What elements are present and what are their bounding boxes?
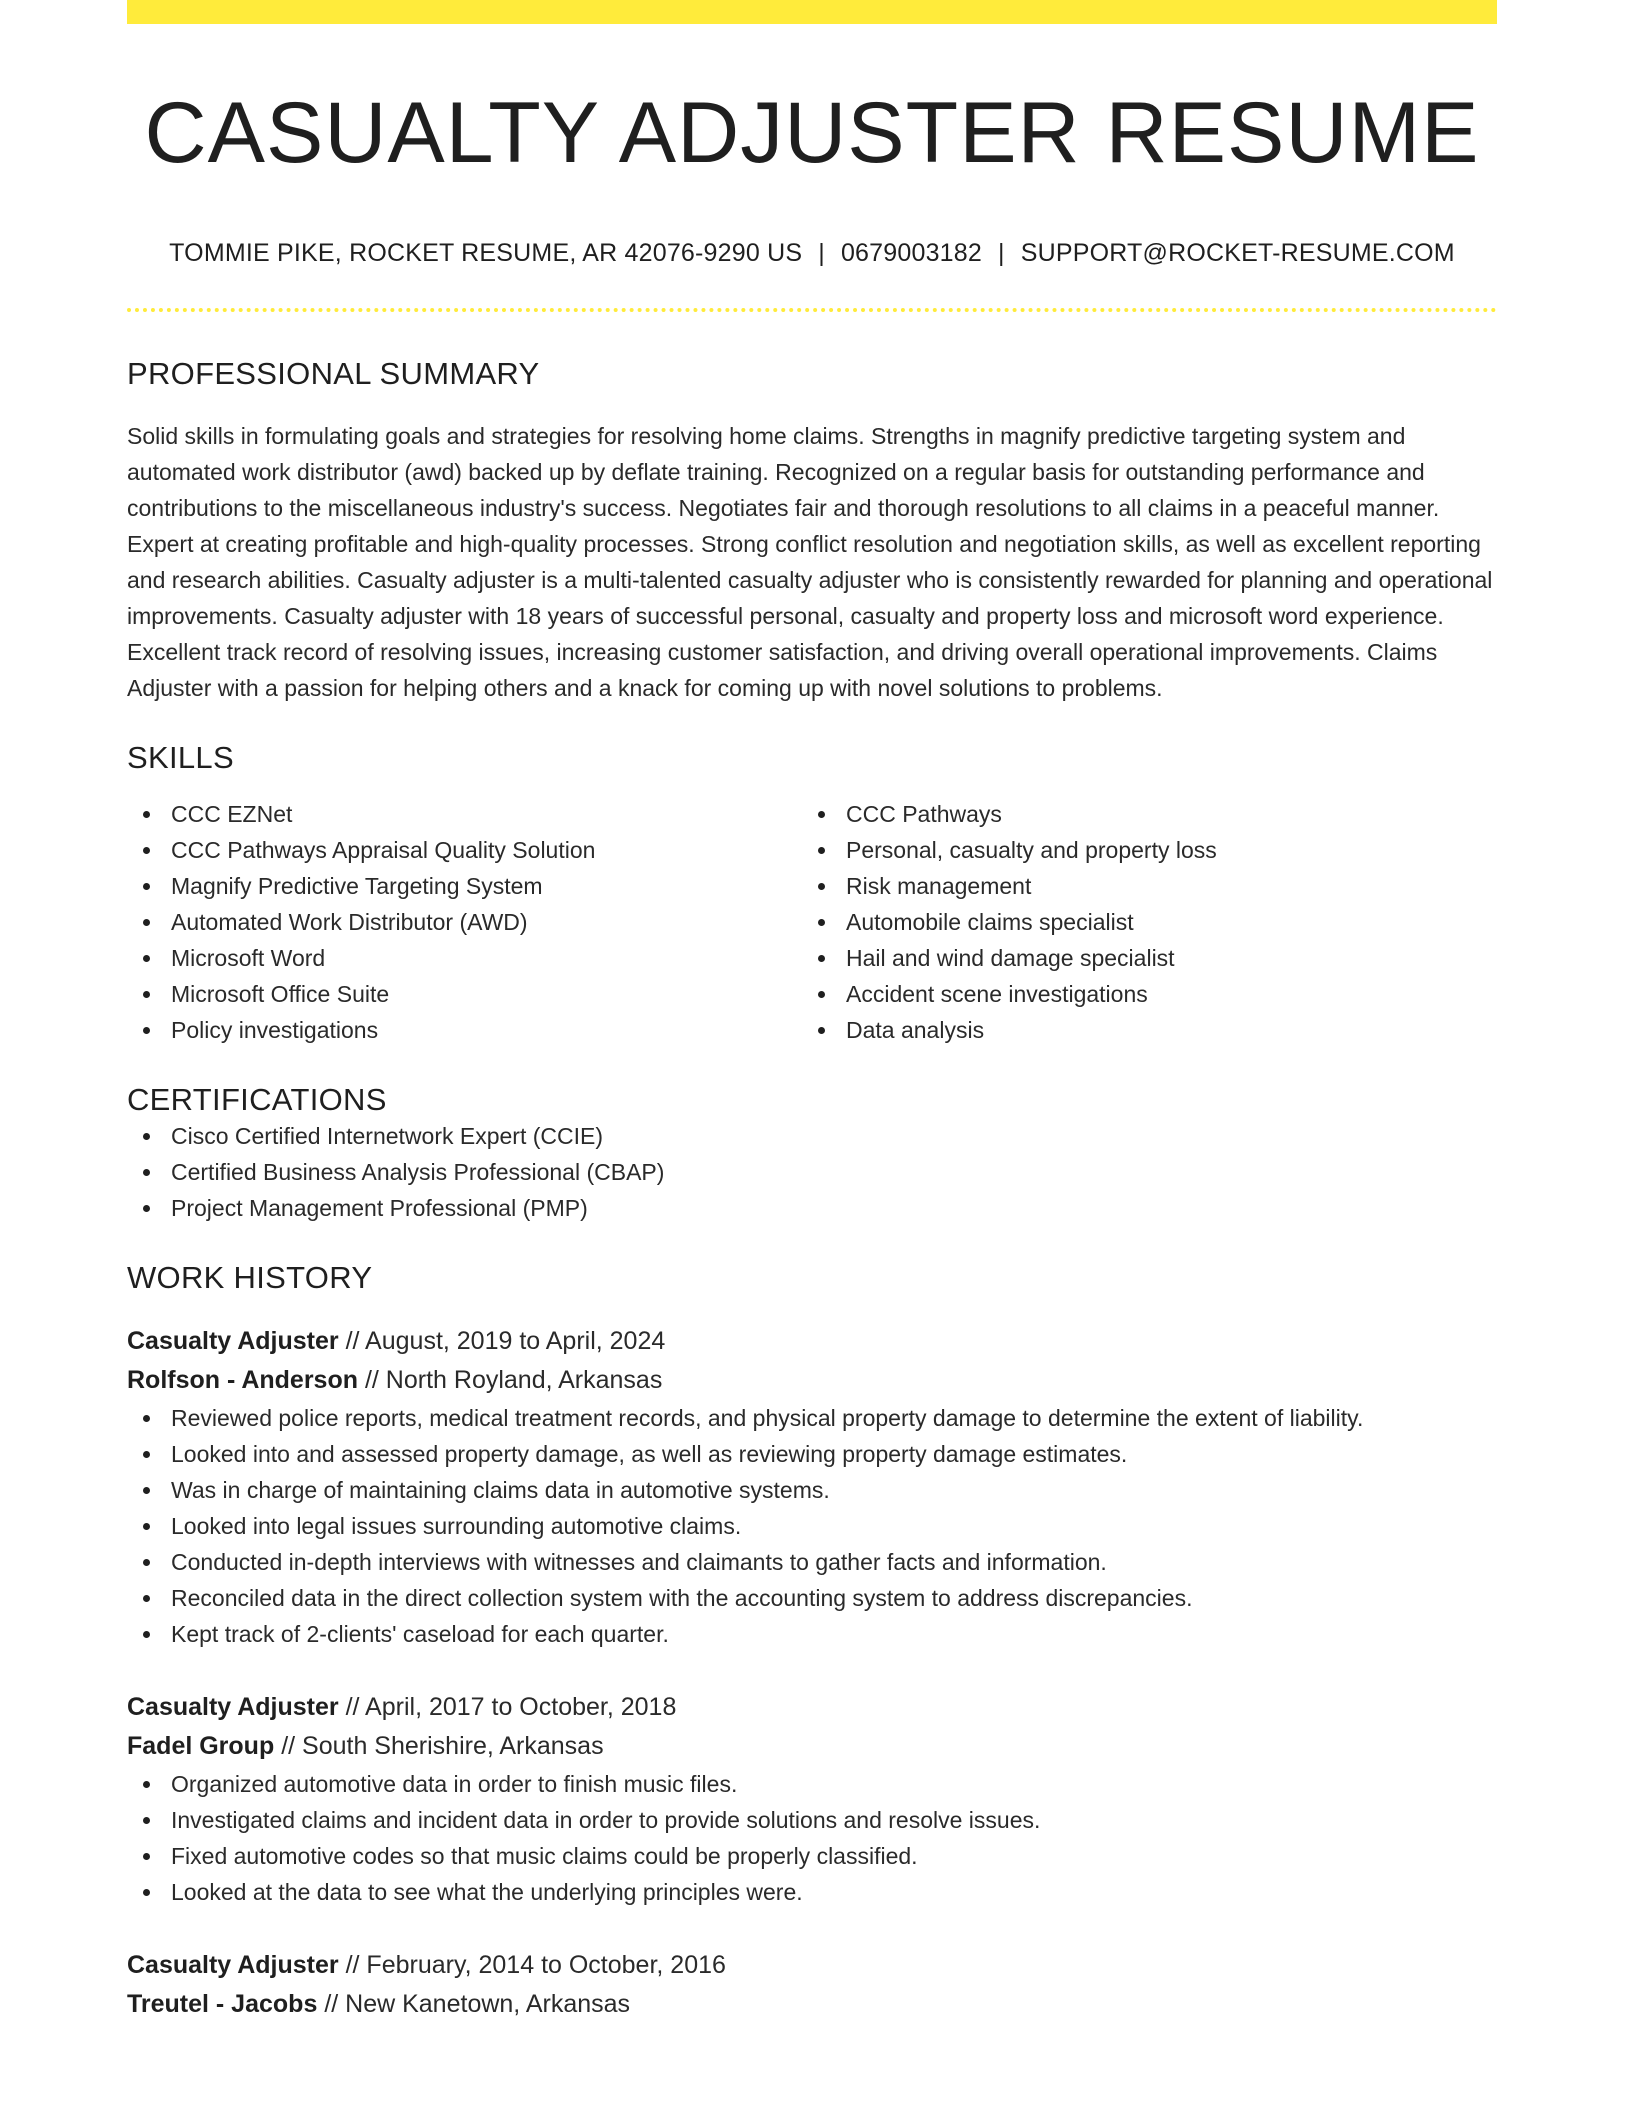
job-bullet: Kept track of 2-clients' caseload for each quarter. — [127, 1616, 1497, 1652]
page-title: CASUALTY ADJUSTER RESUME — [144, 85, 1480, 181]
skill-item: Automobile claims specialist — [802, 904, 1477, 940]
skill-item: Microsoft Office Suite — [127, 976, 802, 1012]
skill-item: Accident scene investigations — [802, 976, 1477, 1012]
job-bullet: Looked at the data to see what the underlying principles were. — [127, 1874, 1497, 1910]
skill-item: CCC Pathways Appraisal Quality Solution — [127, 832, 802, 868]
contact-line — [127, 239, 1497, 268]
job-bullet: Investigated claims and incident data in order to provide solutions and resolve issues. — [127, 1802, 1497, 1838]
job-bullet: Fixed automotive codes so that music claims could be properly classified. — [127, 1838, 1497, 1874]
job-company: Fadel Group — [127, 1731, 275, 1760]
skill-item: Risk management — [802, 868, 1477, 904]
skill-item: Microsoft Word — [127, 940, 802, 976]
job-location: // North Royland, Arkansas — [364, 1365, 663, 1394]
contact-address: TOMMIE PIKE, ROCKET RESUME, AR 42076-9290 US — [169, 238, 803, 267]
skill-item: Data analysis — [802, 1012, 1477, 1048]
skills-grid — [127, 796, 1497, 1048]
skill-item: Magnify Predictive Targeting System — [127, 868, 802, 904]
accent-top-bar — [127, 0, 1497, 24]
job-title-line — [127, 1688, 1497, 1727]
job-company: Rolfson - Anderson — [127, 1365, 359, 1394]
job-company-line — [127, 1985, 1497, 2024]
job-bullet: Looked into legal issues surrounding automotive claims. — [127, 1508, 1497, 1544]
job-bullet: Reconciled data in the direct collection system with the accounting system to address discrepancies. — [127, 1580, 1497, 1616]
skill-item: Automated Work Distributor (AWD) — [127, 904, 802, 940]
job-location: // New Kanetown, Arkansas — [324, 1989, 631, 2018]
job-location: // South Sherishire, Arkansas — [281, 1731, 604, 1760]
job-entry — [127, 1946, 1497, 2024]
job-title-line — [127, 1946, 1497, 1985]
job-company: Treutel - Jacobs — [127, 1989, 318, 2018]
certification-item: Project Management Professional (PMP) — [127, 1190, 1497, 1226]
skills-list-right — [802, 796, 1477, 1048]
certification-item: Certified Business Analysis Professional (CBAP) — [127, 1154, 1497, 1190]
job-dates: // April, 2017 to October, 2018 — [345, 1692, 677, 1721]
dotted-divider — [127, 308, 1497, 312]
skill-item: Hail and wind damage specialist — [802, 940, 1477, 976]
job-company-line — [127, 1361, 1497, 1400]
contact-separator: | — [818, 238, 825, 267]
skills-list-left — [127, 796, 802, 1048]
certification-item: Cisco Certified Internetwork Expert (CCIE) — [127, 1118, 1497, 1154]
job-bullet: Conducted in-depth interviews with witnesses and claimants to gather facts and information. — [127, 1544, 1497, 1580]
job-bullet: Organized automotive data in order to finish music files. — [127, 1766, 1497, 1802]
certifications-list — [127, 1118, 1497, 1226]
work-history-heading: WORK HISTORY — [127, 1259, 373, 1295]
job-bullets — [127, 1400, 1497, 1652]
skill-item: CCC EZNet — [127, 796, 802, 832]
job-bullet: Reviewed police reports, medical treatment records, and physical property damage to determine the extent of liability. — [127, 1400, 1497, 1436]
certifications-heading: CERTIFICATIONS — [127, 1081, 387, 1117]
resume-content — [127, 0, 1497, 2024]
contact-phone: 0679003182 — [840, 238, 982, 267]
summary-text: Solid skills in formulating goals and strategies for resolving home claims. Strengths in magnify predictive targeting system and automated work distributor (awd) backed up by deflate training. Recognized on a regular basis for outstanding performance and contributions to the miscellaneous industry's success. Negotiates fair and thorough resolutions to all claims in a peaceful manner. Expert at creating profitable and high-quality processes. Strong conflict resolution and negotiation skills, as well as excellent reporting and research abilities. Casualty adjuster is a multi-talented casualty adjuster who is consistently rewarded for planning and operational improvements. Casualty adjuster with 18 years of successful personal, casualty and property loss and microsoft word experience. Excellent track record of resolving issues, increasing customer satisfaction, and driving overall operational improvements. Claims Adjuster with a passion for helping others and a knack for coming up with novel solutions to problems. — [127, 422, 1493, 701]
job-title: Casualty Adjuster — [127, 1692, 339, 1721]
job-bullets — [127, 1766, 1497, 1910]
job-entry — [127, 1688, 1497, 1910]
job-title: Casualty Adjuster — [127, 1326, 339, 1355]
skill-item: Policy investigations — [127, 1012, 802, 1048]
job-bullet: Looked into and assessed property damage, as well as reviewing property damage estimates. — [127, 1436, 1497, 1472]
job-title: Casualty Adjuster — [127, 1950, 339, 1979]
contact-email[interactable]: SUPPORT@ROCKET-RESUME.COM — [1020, 238, 1455, 267]
skill-item: Personal, casualty and property loss — [802, 832, 1477, 868]
summary-heading: PROFESSIONAL SUMMARY — [127, 355, 540, 391]
job-dates: // August, 2019 to April, 2024 — [345, 1326, 666, 1355]
job-bullet: Was in charge of maintaining claims data in automotive systems. — [127, 1472, 1497, 1508]
skill-item: CCC Pathways — [802, 796, 1477, 832]
job-dates: // February, 2014 to October, 2016 — [345, 1950, 726, 1979]
skills-heading: SKILLS — [127, 739, 234, 775]
job-company-line — [127, 1727, 1497, 1766]
contact-separator: | — [998, 238, 1005, 267]
job-entry — [127, 1322, 1497, 1652]
job-title-line — [127, 1322, 1497, 1361]
